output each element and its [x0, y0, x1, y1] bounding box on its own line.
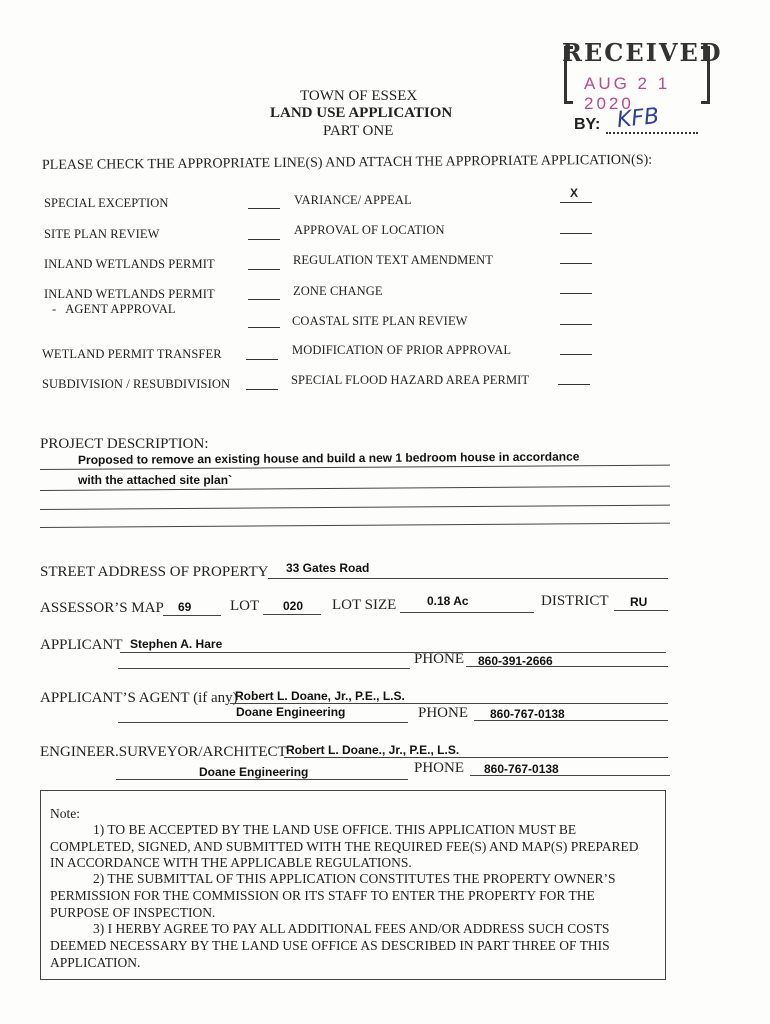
note-line-4: 2) THE SUBMITTAL OF THIS APPLICATION CONSTITUTES THE PROPERTY OWNER’S [93, 871, 616, 886]
engineer-line-2 [116, 779, 408, 780]
district-value: RU [630, 595, 648, 609]
check-blank-coastal-site[interactable] [560, 324, 592, 325]
check-label-approval-location: APPROVAL OF LOCATION [294, 223, 445, 237]
street-address-label: STREET ADDRESS OF PROPERTY [40, 564, 269, 580]
engineer-phone-label: PHONE [414, 760, 465, 776]
note-line-6: PURPOSE OF INSPECTION. [50, 905, 216, 920]
check-sublabel-agent-approval: - AGENT APPROVAL [52, 302, 176, 316]
district-line [614, 610, 668, 611]
engineer-phone: 860-767-0138 [484, 762, 559, 776]
agent-name: Robert L. Doane, Jr., P.E., L.S. [235, 689, 405, 703]
project-description-line2: with the attached site plan` [78, 473, 233, 487]
assessor-map-line [163, 615, 221, 616]
check-blank-modification[interactable] [560, 354, 592, 355]
header-town: TOWN OF ESSEX [300, 88, 418, 104]
check-mark-variance: X [570, 186, 579, 200]
lot-label: LOT [230, 598, 260, 614]
check-blank-variance[interactable] [560, 202, 592, 203]
engineer-line [284, 757, 668, 758]
check-blank-special-exception[interactable] [248, 208, 280, 209]
engineer-name: Robert L. Doane., Jr., P.E., L.S. [286, 743, 460, 757]
by-initials: KFB [615, 103, 661, 134]
check-label-inland-wetlands-agent: INLAND WETLANDS PERMIT [44, 287, 215, 301]
check-label-coastal-site: COASTAL SITE PLAN REVIEW [292, 314, 468, 328]
lot-size-label: LOT SIZE [332, 597, 397, 613]
header-part: PART ONE [323, 123, 394, 139]
lot-value: 020 [283, 599, 304, 613]
agent-phone-label: PHONE [418, 705, 469, 721]
lot-line [263, 614, 321, 615]
check-label-flood-hazard: SPECIAL FLOOD HAZARD AREA PERMIT [291, 373, 530, 387]
check-blank-inland-wetlands-agent[interactable] [248, 299, 280, 300]
note-line-8: DEEMED NECESSARY BY THE LAND USE OFFICE AS DESCRIBED IN PART THREE OF THIS [50, 938, 610, 953]
assessor-map-value: 69 [178, 600, 192, 614]
stamp-date: AUG 2 1 2020 [584, 74, 671, 113]
check-blank-regulation-text[interactable] [560, 263, 592, 264]
applicant-phone-label: PHONE [414, 651, 465, 667]
check-blank-site-plan-review[interactable] [248, 239, 280, 240]
note-line-5: PERMISSION FOR THE COMMISSION OR ITS STAFF TO ENTER THE PROPERTY FOR THE [50, 888, 595, 903]
lot-size-value: 0.18 Ac [427, 594, 469, 608]
applicant-phone-line [466, 666, 668, 667]
applicant-label: APPLICANT [40, 637, 123, 653]
agent-line-2 [118, 722, 408, 723]
project-description-label: PROJECT DESCRIPTION: [40, 436, 209, 452]
engineer-label: ENGINEER.SURVEYOR/ARCHITECT [40, 744, 287, 760]
check-label-site-plan-review: SITE PLAN REVIEW [44, 227, 160, 241]
check-label-wetland-transfer: WETLAND PERMIT TRANSFER [42, 347, 222, 361]
street-address-line [268, 578, 668, 579]
check-label-zone-change: ZONE CHANGE [293, 284, 383, 298]
check-blank-extra[interactable] [248, 327, 280, 328]
applicant-name: Stephen A. Hare [130, 637, 223, 651]
note-line-1: 1) TO BE ACCEPTED BY THE LAND USE OFFICE. THIS APPLICATION MUST BE [93, 822, 577, 837]
note-line-7: 3) I HERBY AGREE TO PAY ALL ADDITIONAL FEES AND/OR ADDRESS SUCH COSTS [93, 921, 610, 936]
project-line-4 [40, 523, 670, 528]
check-label-special-exception: SPECIAL EXCEPTION [44, 196, 169, 210]
applicant-line-2 [118, 668, 410, 669]
check-blank-approval-location[interactable] [560, 233, 592, 234]
applicant-phone: 860-391-2666 [478, 654, 553, 668]
engineer-phone-line [470, 775, 670, 776]
note-line-9: APPLICATION. [50, 955, 141, 970]
project-line-3 [40, 505, 670, 510]
check-label-regulation-text: REGULATION TEXT AMENDMENT [293, 253, 493, 267]
check-blank-zone-change[interactable] [560, 293, 592, 294]
check-label-variance: VARIANCE/ APPEAL [294, 193, 412, 207]
lot-size-line [400, 612, 534, 613]
agent-phone-line [474, 720, 668, 721]
agent-company: Doane Engineering [236, 705, 346, 719]
note-line-3: IN ACCORDANCE WITH THE APPLICABLE REGULATIONS. [50, 855, 412, 870]
check-blank-subdivision[interactable] [246, 389, 278, 390]
header-title: LAND USE APPLICATION [270, 105, 453, 121]
agent-label: APPLICANT’S AGENT (if any) [40, 690, 238, 706]
assessor-map-label: ASSESSOR’S MAP [40, 600, 164, 616]
check-label-subdivision: SUBDIVISION / RESUBDIVISION [42, 377, 231, 391]
check-label-inland-wetlands: INLAND WETLANDS PERMIT [44, 257, 215, 271]
instruction-text: PLEASE CHECK THE APPROPRIATE LINE(S) AND ATTACH THE APPROPRIATE APPLICATION(S): [41, 152, 653, 173]
check-blank-wetland-transfer[interactable] [246, 359, 278, 360]
applicant-line [120, 652, 666, 653]
engineer-company: Doane Engineering [199, 765, 309, 779]
district-label: DISTRICT [541, 593, 609, 609]
received-stamp [562, 38, 723, 113]
by-label: BY: [574, 116, 601, 133]
note-box [40, 790, 666, 980]
check-blank-inland-wetlands[interactable] [248, 269, 280, 270]
check-label-modification: MODIFICATION OF PRIOR APPROVAL [292, 343, 512, 357]
street-address-value: 33 Gates Road [286, 561, 370, 575]
note-line-2: COMPLETED, SIGNED, AND SUBMITTED WITH THE REQUIRED FEE(S) AND MAP(S) PREPARED [50, 839, 639, 854]
check-blank-flood-hazard[interactable] [558, 384, 590, 385]
agent-line [230, 703, 668, 704]
agent-phone: 860-767-0138 [490, 707, 565, 721]
project-description-line1: Proposed to remove an existing house and build a new 1 bedroom house in accordance [77, 449, 580, 467]
stamp-word: RECEIVED [562, 38, 723, 67]
note-heading: Note: [50, 806, 80, 821]
